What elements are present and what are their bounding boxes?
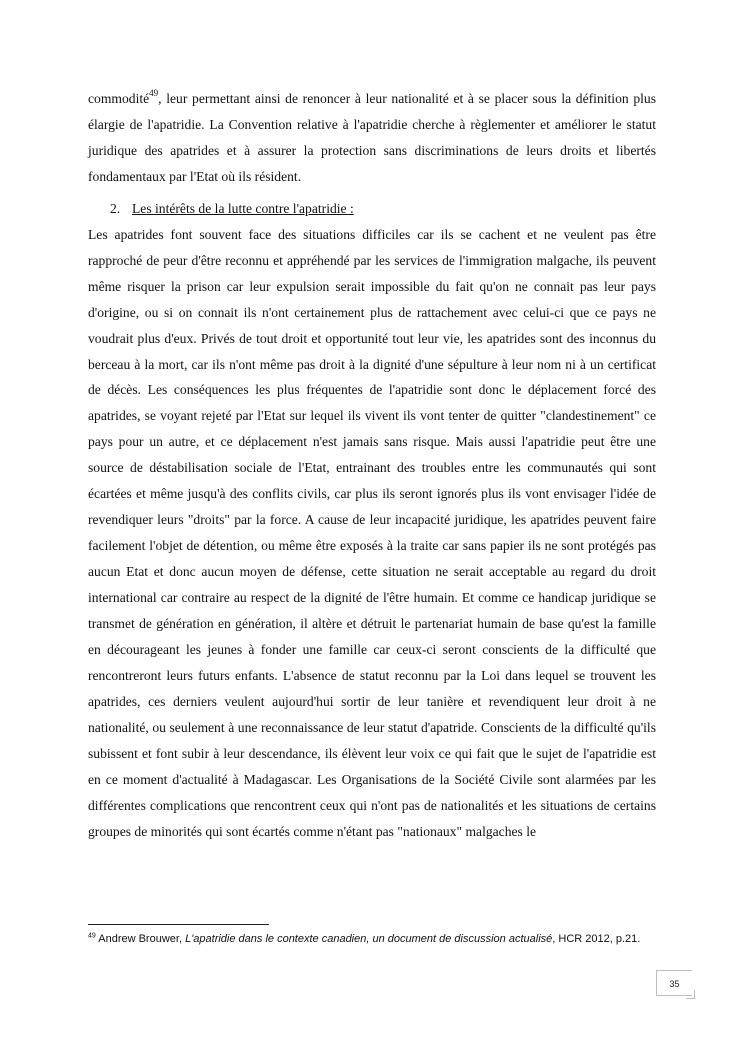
footnote-number: 49 bbox=[88, 932, 96, 940]
section-title: Les intérêts de la lutte contre l'apatridie : bbox=[132, 200, 354, 216]
footnote bbox=[88, 931, 658, 948]
section-number: 2. bbox=[110, 200, 121, 216]
footnote-reference[interactable]: 49 bbox=[149, 88, 159, 99]
footnote-title: L'apatridie dans le contexte canadien, un document de discussion actualisé bbox=[185, 933, 553, 945]
paragraph-intro-rest: , leur permettant ainsi de renoncer à leur nationalité et à se placer sous la définition plus élargie de l'apatridie. La Convention relative à l'apatridie cherche à règlementer et améliorer le statut juridique des apatrides et à assurer la protection sans discriminations de leurs droits et libertés fondamentaux par l'Etat où ils résident. bbox=[88, 91, 656, 184]
paragraph-intro bbox=[88, 86, 656, 190]
section-heading bbox=[88, 196, 656, 222]
paragraph-main: Les apatrides font souvent face des situations difficiles car ils se cachent et ne veulent pas être rapproché de peur d'être reconnu et appréhendé par les services de l'immigration malgache, ils peuvent même risquer la prison car leur expulsion serait impossible du fait qu'on ne connait pas leur pays d'origine, ou si on connait ils n'ont certainement plus de rattachement avec celui-ci que ce pays ne voudrait plus d'eux. Privés de tout droit et opportunité tout leur vie, les apatrides sont des inconnus du berceau à la mort, car ils n'ont même pas droit à la dignité d'une sépulture à leur nom ni à un certificat de décès. Les conséquences les plus fréquentes de l'apatridie sont donc le déplacement forcé des apatrides, se voyant rejeté par l'Etat sur lequel ils vivent ils vont tenter de quitter "clandestinement" ce pays pour un autre, et ce déplacement n'est jamais sans risque. Mais aussi l'apatridie peut être une source de déstabilisation sociale de l'Etat, entrainant des troubles entre les communautés qui sont écartées et même jusqu'à des conflits civils, car plus ils seront ignorés plus ils vont envisager l'idée de revendiquer leurs "droits" par la force. A cause de leur incapacité juridique, les apatrides peuvent faire facilement l'objet de détention, ou même être exposés à la traite car sans papier ils ne sont protégés pas aucun Etat et donc aucun moyen de défense, cette situation ne serait acceptable au regard du droit international car contraire au respect de la dignité de l'être humain. Et comme ce handicap juridique se transmet de génération en génération, il altère et détruit le partenariat humain de base qu'est la famille en décourageant les jeunes à fonder une famille car ceux-ci seront conscients de la difficulté que rencontreront leurs futurs enfants. L'absence de statut reconnu par la Loi dans lequel se trouvent les apatrides, ces derniers veulent aujourd'hui sortir de leur tanière et revendiquent leur droit à ne nationalité, ou seulement à une reconnaissance de leur statut d'apatride. Conscients de la difficulté qu'ils subissent et font subir à leur descendance, ils élèvent leur voix ce qui fait que le sujet de l'apatridie est en ce moment d'actualité à Madagascar. Les Organisations de la Société Civile sont alarmées par les différentes complications que rencontrent ceux qui n'ont pas de nationalités et les situations de certains groupes de minorités qui sont écartés comme n'étant pas "nationaux" malgaches le bbox=[88, 226, 656, 839]
page-number: 35 bbox=[656, 970, 692, 996]
footnote-source: , HCR 2012, p.21. bbox=[552, 933, 641, 945]
footnote-separator bbox=[88, 924, 269, 925]
body-text bbox=[88, 86, 656, 845]
paragraph-intro-start: commodité bbox=[88, 91, 150, 106]
footnote-author: Andrew Brouwer, bbox=[95, 933, 186, 945]
